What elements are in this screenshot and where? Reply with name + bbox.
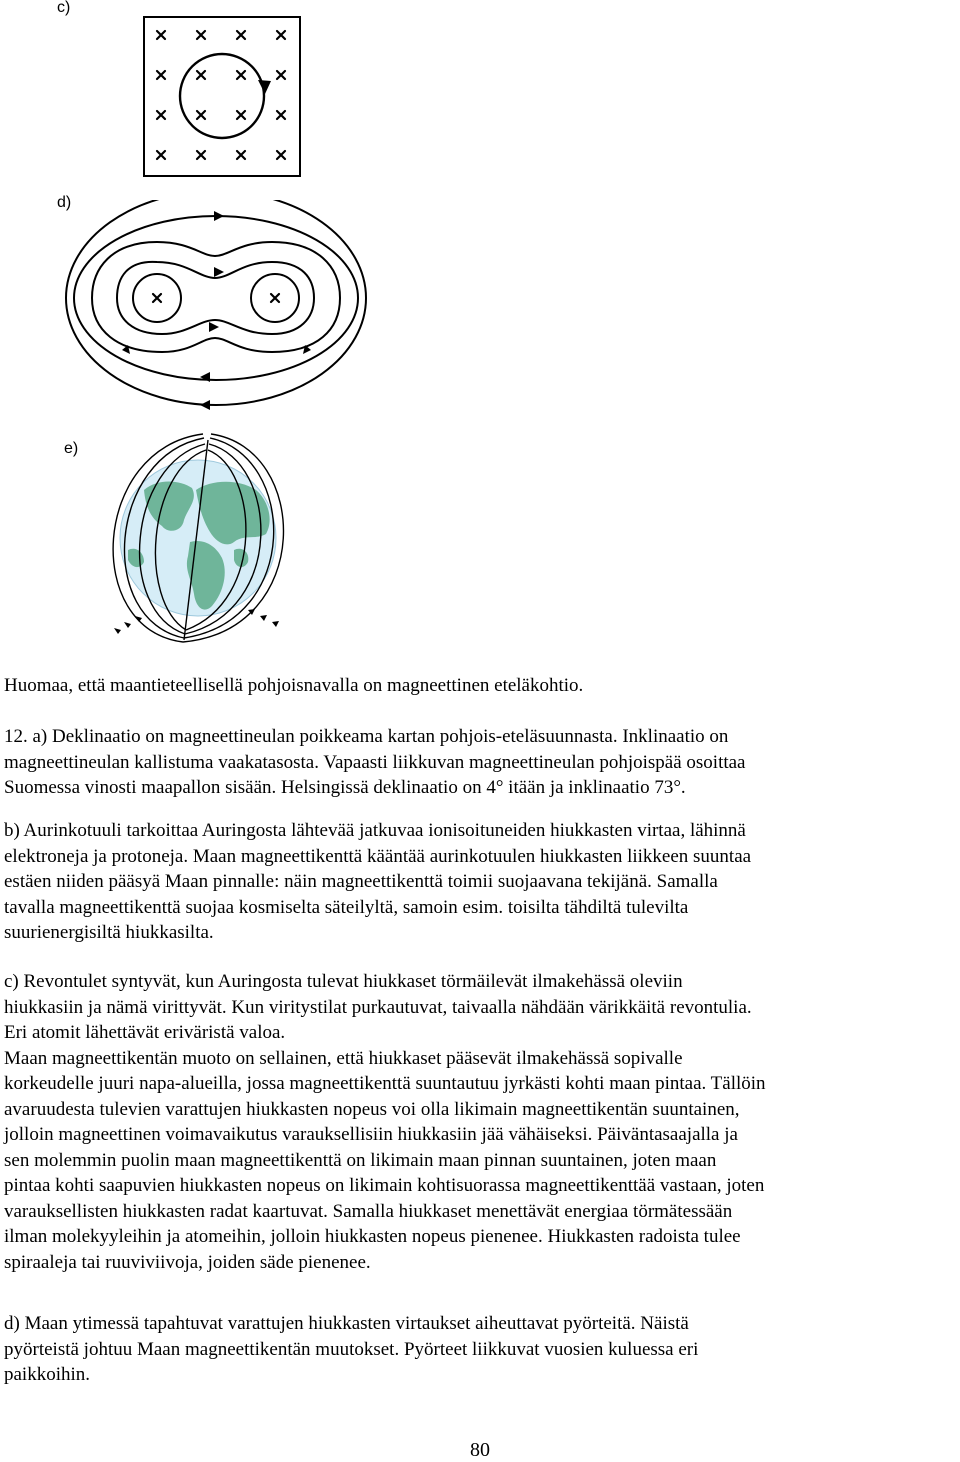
text-line: pintaa kohti saapuvien hiukkasten nopeus on likimain kohtisuorassa magneettikenttää vastaan, joten xyxy=(4,1175,765,1196)
text-line: Eri atomit lähettävät eriväristä valoa. xyxy=(4,1022,286,1043)
text-line: Huomaa, että maantieteellisellä pohjoisnavalla on magneettinen eteläkohtio. xyxy=(4,675,584,696)
figure-e-earth-magnetic-field xyxy=(88,430,288,662)
text-line: avaruudesta tulevien varattujen hiukkasten nopeus voi olla likimain magneettikentän suuntainen, xyxy=(4,1098,740,1120)
question-12c-paragraph xyxy=(4,969,958,1275)
text-line: hiukkasiin ja nämä virittyvät. Kun viritystilat purkautuvat, taivaalla nähdään värikkäitä revontulia. xyxy=(4,996,752,1018)
text-line: Maan magneettikentän muoto on sellainen, että hiukkaset pääsevät ilmakehässä sopivalle xyxy=(4,1047,683,1069)
text-line: spiraaleja tai ruuviviivoja, joiden säde pienenee. xyxy=(4,1251,371,1273)
text-line: magneettineulan kallistuma vaakatasosta. Vapaasti liikkuvan magneettineulan pohjoispää osoittaa xyxy=(4,751,746,773)
text-line: sen molemmin puolin maan magneettikenttä on likimain maan pinnan suuntainen, joten maan xyxy=(4,1149,717,1171)
figure-label-e: e) xyxy=(64,440,79,457)
text-line: korkeudelle juuri napa-alueilla, jossa magneettikenttä suuntautuu jyrkästi kohti maan pintaa. Tällöin xyxy=(4,1073,766,1094)
text-line: suurienergisiltä hiukkasilta. xyxy=(4,922,214,943)
text-line: 12. a) Deklinaatio on magneettineulan poikkeama kartan pohjois-eteläsuunnasta. Inklinaatio on xyxy=(4,726,729,747)
text-line: estäen niiden pääsyä Maan pinnalle: näin magneettikenttä toimii suojaavana tekijänä. Samalla xyxy=(4,871,718,892)
text-line: jolloin magneettinen voimavaikutus varauksellisiin hiukkasiin jää vähäiseksi. Päiväntasaajalla ja xyxy=(4,1124,738,1145)
figure-c-crosses-with-circle xyxy=(140,14,305,180)
figure-d-two-currents-field xyxy=(62,200,374,412)
question-12d-paragraph xyxy=(4,1311,958,1388)
page-number: 80 xyxy=(470,1439,490,1461)
text-line: d) Maan ytimessä tapahtuvat varattujen hiukkasten virtaukset aiheuttavat pyörteitä. Näistä xyxy=(4,1313,689,1334)
figure-label-d: d) xyxy=(57,194,72,211)
note-paragraph xyxy=(4,673,958,699)
text-line: Suomessa vinosti maapallon sisään. Helsingissä deklinaatio on 4° itään ja inklinaatio 73°. xyxy=(4,777,686,798)
text-line: pyörteistä johtuu Maan magneettikentän muutokset. Pyörteet liikkuvat vuosien kuluessa eri xyxy=(4,1338,699,1360)
text-line: b) Aurinkotuuli tarkoittaa Auringosta lähtevää jatkuvaa ionisoituneiden hiukkasten virtaa, lähinnä xyxy=(4,820,746,841)
question-12b-paragraph xyxy=(4,818,958,946)
text-line: paikkoihin. xyxy=(4,1364,91,1385)
figure-label-c: c) xyxy=(57,0,71,16)
text-line: tavalla magneettikenttä suojaa kosmiselta säteilyltä, samoin esim. toisilta tähdiltä tulevilta xyxy=(4,896,689,918)
text-line: ilman molekyyleihin ja atomeihin, jolloin hiukkasten nopeus pienenee. Hiukkasten radoista tulee xyxy=(4,1226,741,1247)
text-line: c) Revontulet syntyvät, kun Auringosta tulevat hiukkaset törmäilevät ilmakehässä oleviin xyxy=(4,971,683,992)
text-line: elektroneja ja protoneja. Maan magneettikenttä kääntää aurinkotuulen hiukkasten liikkeen suuntaa xyxy=(4,845,752,867)
text-line: varauksellisten hiukkasten radat kaartuvat. Samalla hiukkaset menettävät energiaa törmätessään xyxy=(4,1200,733,1222)
question-12a-paragraph xyxy=(4,724,958,801)
